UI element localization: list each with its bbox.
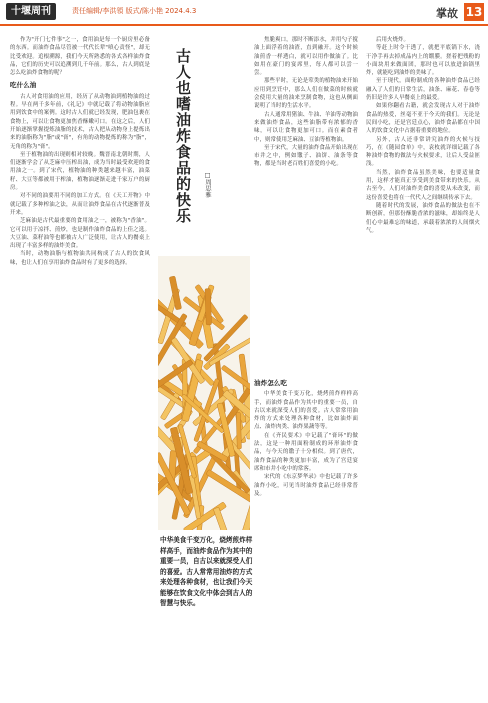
paragraph: 另外，古人还非常讲究油炸的火候与技巧，在《随园食单》中，袁枚就详细记载了各种油炸食物的做法与火候要求，让后人受益匪浅。 (366, 136, 480, 168)
section-heading: 油炸怎么吃 (254, 379, 287, 387)
paragraph: 后用火烧炸。 (376, 37, 409, 43)
paragraph: 如果你翻看古籍，就会发现古人对于油炸食品的热爱，丝毫不亚于今天的我们。无论是民间小吃，还是宫廷点心，油炸食品都在中国人的饮食文化中占据着重要的地位。 (366, 103, 480, 135)
paragraph: 中华美食千变万化，烧烤煎炸样样高手，而油炸食品作为其中的重要一员，自古以来就深受人们的喜爱。古人常常用油炸的方式来处理各种食材，比如油炸面点、油炸肉类、油炸果蔬等等。 (254, 391, 358, 431)
paragraph: 古人对食用油的应用，经历了从动物油到植物油的过程。早在两千多年前，《礼记》中就记载了将动物油脂应用到饮食中的案例。这时古人们就已经发现，肥油包裹在食物上，可以让食物更加焦香酥嫩可口。在这之后，人们开始逐渐掌握提炼油脂的技术，古人把从动物身上提炼出来的油脂称为"脂"或"膏"，有角的动物提炼的称为"脂"，无角的称为"膏"。 (10, 93, 150, 150)
pull-quote: 中华美食千变万化，烧烤煎炸样样高手，而油炸食品作为其中的重要一员，自古以来就深受人们的喜爱。古人常常用油炸的方式来处理各种食材，也让我们今天能够在饮食文化中体会到古人的智慧与快乐。 (160, 536, 253, 607)
paragraph: 当然，油炸食品虽然美味，也要适量食用，这样才能真正享受到美食带来的快乐。从古至今，人们对油炸美食的喜爱从未改变，而这份喜爱也将在一代代人之间继续传承下去。 (366, 169, 480, 201)
section-heading: 吃什么油 (10, 81, 37, 90)
fries-illustration (158, 256, 250, 530)
article-title: 古人也嗜油炸食品的快乐 (174, 48, 192, 224)
page-header (0, 0, 488, 26)
article-author: □周思雅 (204, 172, 211, 198)
paragraph: 等赶上时令干透了，就把平底锅下水，浇干净手再去掉成品内上的绷膜。搓着把残粉的小面块用来做面团，那时也可以放进油锅里炸，就能吃到油炸的美味了。 (366, 45, 480, 77)
paragraph: 古人通常用猪油、牛油、羊油等动物油来做油炸食品，这些油脂带有浓郁的香味，可以让食物更加可口。而在素食者中，则常使用芝麻油、豆油等植物油。 (254, 111, 358, 143)
paragraph: 焦脆爽口，那时不断添水，并用勺子搅油上面浮着的油渣，直到融开。这个时候油煎香一样透白，就可以用作做油了。比如用在豪门的宴席里，每人都可以尝一尝。 (254, 37, 358, 77)
fries-photo (158, 256, 250, 530)
fry-stick (236, 412, 241, 449)
paragraph: 那些平时，无论是荤类的植物油来开始应用到烹饪中，那么人们在做菜的时候就会使用大量的油来烹制食物，这也从侧面说明了当时的生活水平。 (254, 78, 358, 110)
fry-stick (205, 289, 212, 325)
paragraph: 芝麻油是古代最重要的食用油之一，被称为"香油"。它可以用于凉拌、煎炒，也是制作油炸食品的上佳之选。大豆油、菜籽油等也都被古人广泛使用，让古人的餐桌上出现了丰富多样的油炸美食。 (10, 218, 150, 250)
paragraph: 至于植物油的出现则相对较晚。魏晋南北朝时期，人们逐渐学会了从芝麻中压榨出油，成为当时最受欢迎的食用油之一。到了宋代，植物油的种类越来越丰富，油菜籽、大豆等都被用于榨油，植物油逐渐走进千家万户的厨房。 (10, 151, 150, 192)
publication-logo: 十堰周刊 (6, 3, 56, 20)
article-column-2 (254, 36, 358, 371)
editor-credits: 责任编辑/李洪領 版式/陈小艳 2024.4.3 (72, 7, 197, 15)
section-label: 掌故 (436, 7, 458, 20)
paragraph: 宋代的《东京梦华录》中也记载了许多油炸小吃，可见当时油炸食品已经非常普及。 (254, 474, 358, 497)
article-column-3 (366, 36, 480, 700)
paragraph: 至于宋代，大量的油炸食品开始出现在市井之中，例如馓子、油饼、油条等食物，都是当时老百姓们喜爱的小吃。 (254, 144, 358, 168)
paragraph: 作为"开门七件事"之一，食用油是每一个厨房里必备的东西。而油炸食品尽管被一代代长辈"嗔心责怪"，却无比受欢迎。追根溯源，我们今天所熟悉的各式各样油炸食品，它们的历史可以追溯到几千年前。那么，古人到底是怎么吃油炸食物的呢？ (10, 37, 150, 77)
paragraph: 至于现代，面粉制成的各种油炸食品已经融入了人们的日常生活，油条、麻花、春卷等仍旧是许多人早餐桌上的最爱。 (366, 78, 480, 102)
article-column-1 (10, 36, 150, 700)
article-column-2-lower (254, 375, 358, 700)
paragraph: 当时，动物油脂与植物油共同构成了古人的饮食风味，也让人们在享用油炸食品时有了更多的选择。 (10, 251, 150, 266)
page-number: 13 (465, 5, 483, 19)
paragraph: 在《齐民要术》中记载了"膏环"的做法，这是一种用面粉制成的环形油炸食品，与今天的馓子十分相似。到了唐代，油炸食品的种类更加丰富，成为了宫廷宴席和市井小吃中的常客。 (254, 432, 358, 472)
paragraph: 随着时代的发展，油炸食品的做法也在不断创新，但那份酥脆香浓的滋味，却始终是人们心中最难忘的味道，承载着浓浓的人间烟火气。 (366, 202, 480, 234)
paragraph: 对不同的油要用不同的加工方式。在《天工开物》中就记载了多种榨油之法，从而让油炸食品在古代逐渐普及开来。 (10, 193, 150, 216)
